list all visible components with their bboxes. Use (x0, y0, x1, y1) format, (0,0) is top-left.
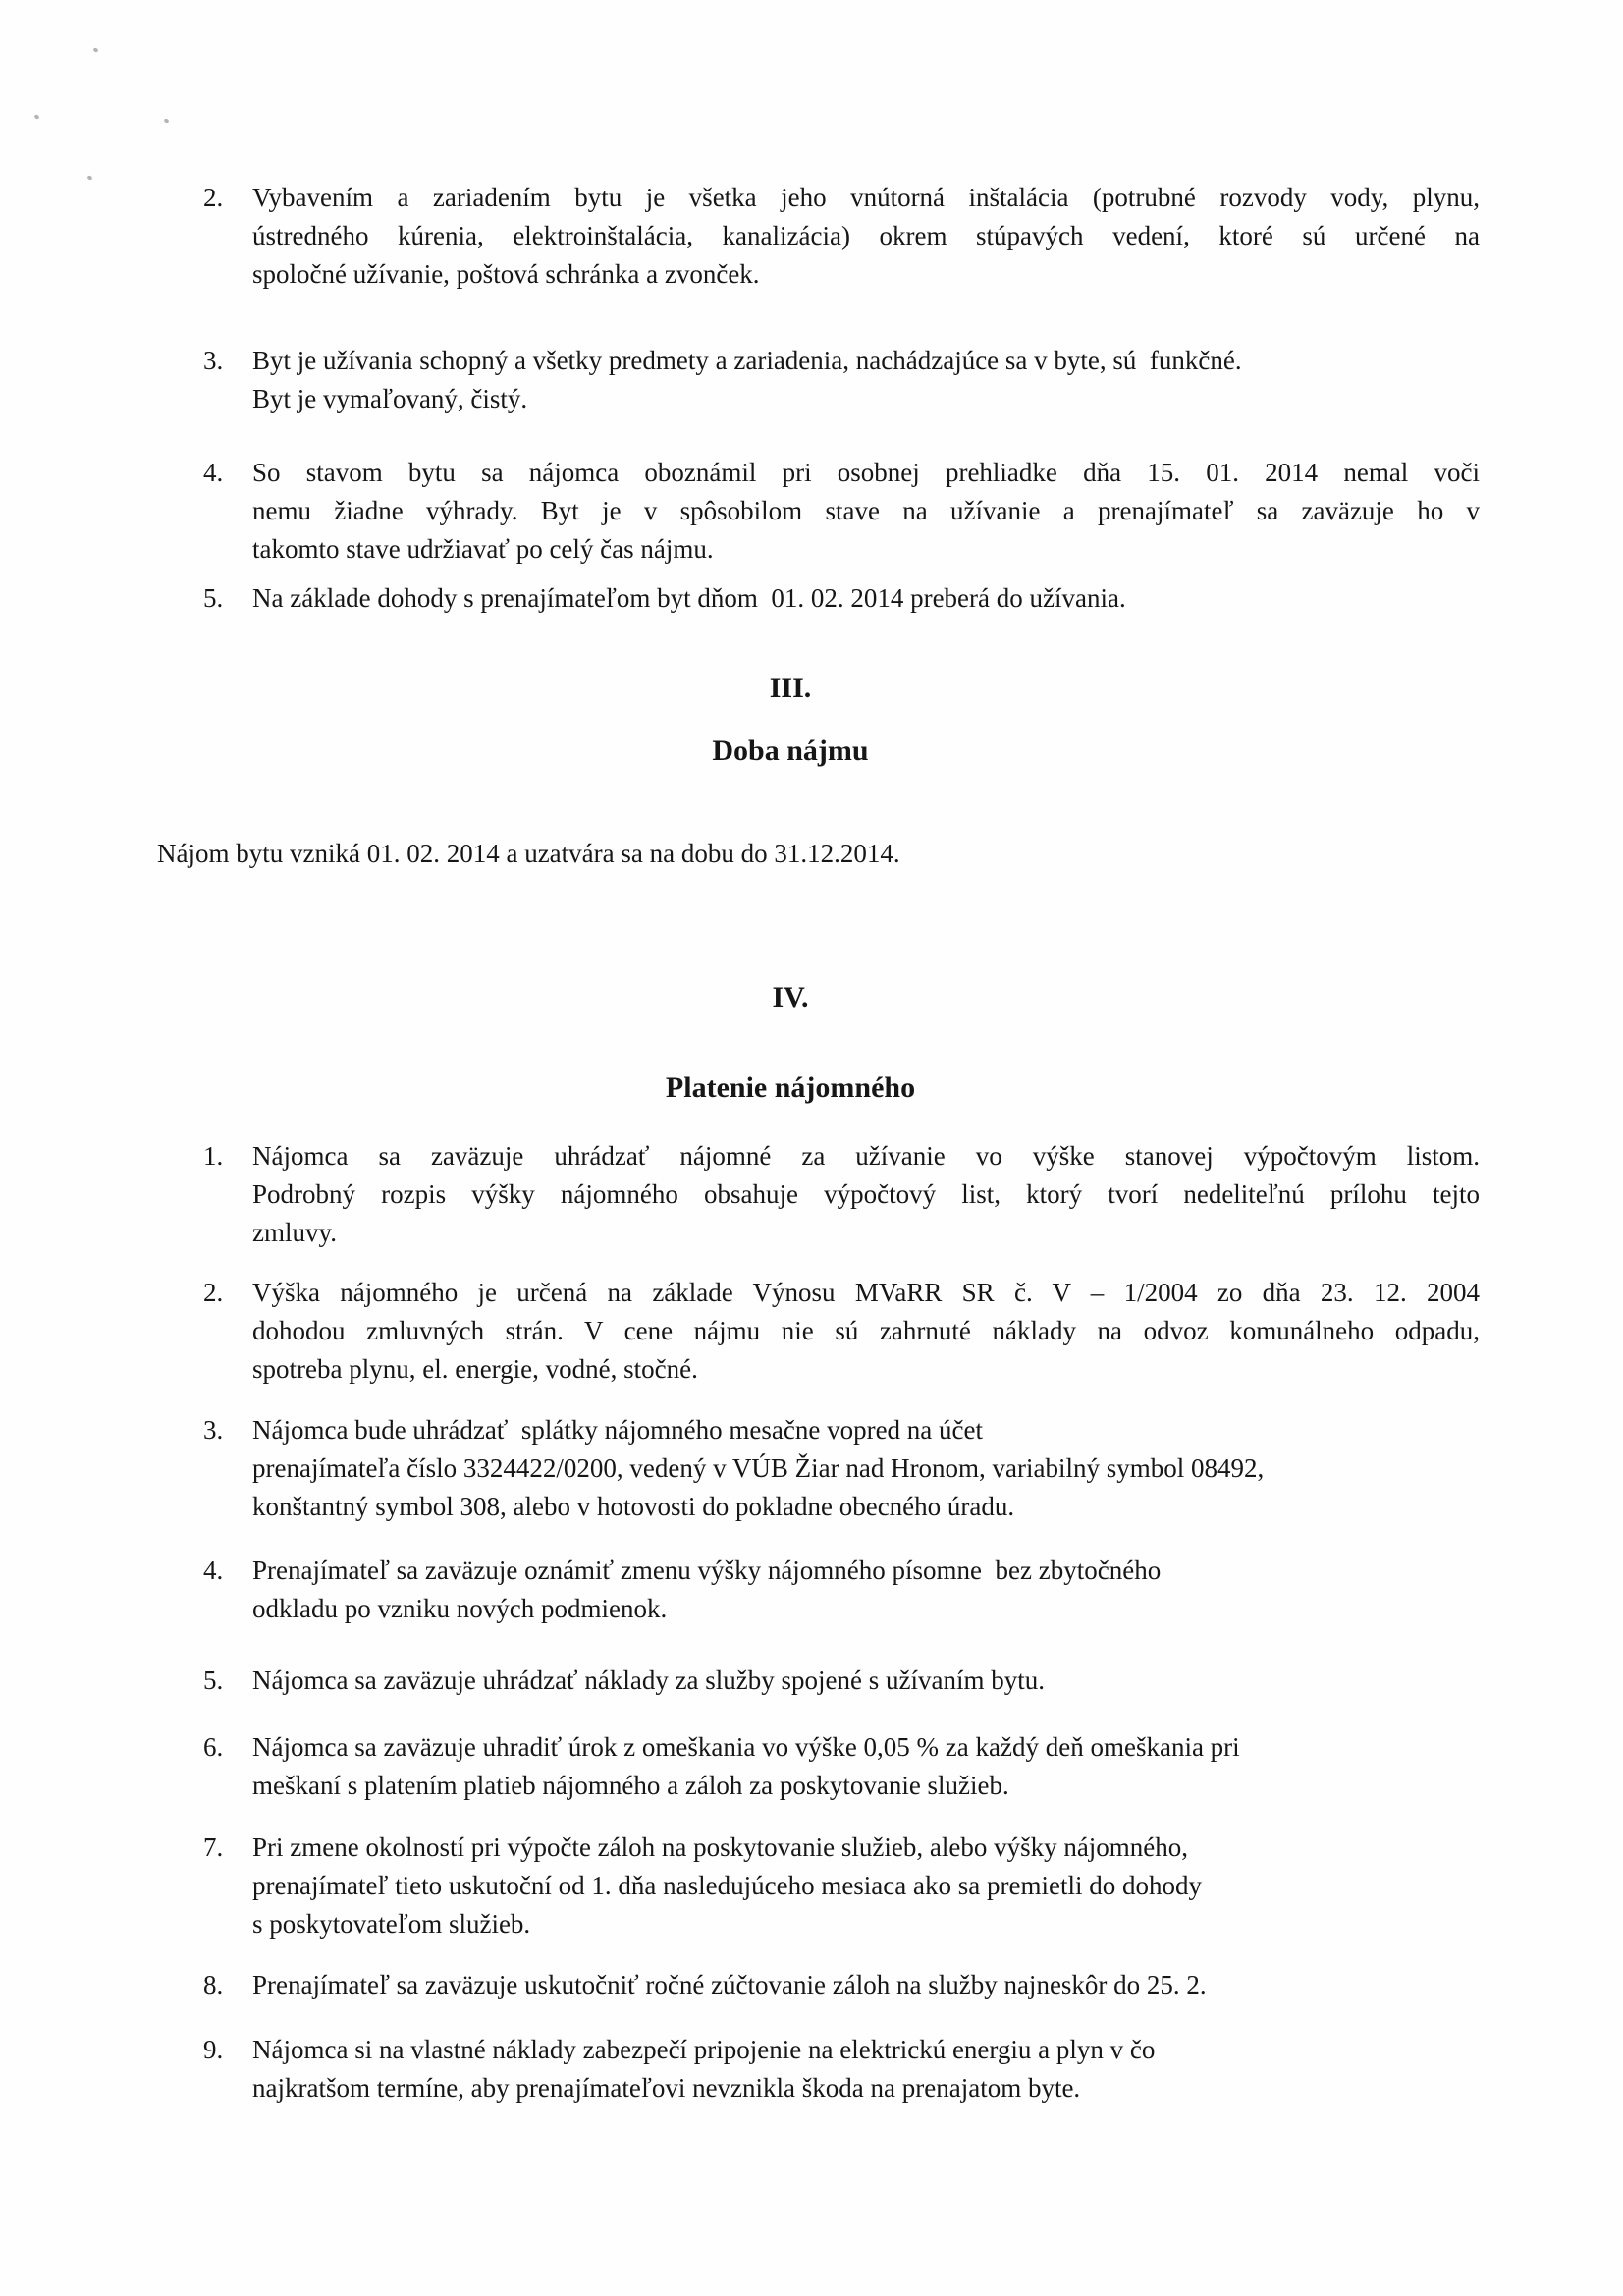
item-text: So stavom bytu sa nájomca oboznámil pri osobnej prehliadke dňa 15. 01. 2014 nemal voči nemu žiadne výhrady. Byt je v spôsobilom stave na užívanie a prenajímateľ sa zaväzuje ho v takomto stave udržiavať po celý čas nájmu. (252, 458, 1480, 564)
scan-speck (86, 175, 92, 181)
list-item-iv-9 (203, 2031, 1488, 2107)
item-number: 1. (203, 1141, 224, 1171)
item-text: Výška nájomného je určená na základe Výnosu MVaRR SR č. V – 1/2004 zo dňa 23. 12. 2004 dohodou zmluvných strán. V cene nájmu nie sú zahrnuté náklady na odvoz komunálneho odpadu, spotreba plynu, el. energie, vodné, stočné. (252, 1278, 1480, 1384)
list-item-ii-5 (203, 579, 1488, 618)
item-text: Nájomca sa zaväzuje uhradiť úrok z omeškania vo výške 0,05 % za každý deň omeškania pri meškaní s platením platieb nájomného a záloh za poskytovanie služieb. (252, 1732, 1240, 1800)
list-item-iv-7 (203, 1829, 1488, 1943)
item-text: Nájomca sa zaväzuje uhrádzať náklady za služby spojené s užívaním bytu. (252, 1666, 1045, 1695)
list-item-iv-8 (203, 1966, 1488, 2004)
item-number: 8. (203, 1970, 224, 1999)
list-item-iv-4 (203, 1552, 1488, 1628)
section-iii-body: Nájom bytu vzniká 01. 02. 2014 a uzatvára sa na dobu do 31.12.2014. (157, 839, 900, 868)
item-number: 7. (203, 1832, 224, 1862)
scan-speck (92, 47, 98, 53)
list-item-ii-2 (203, 179, 1488, 294)
item-text: Nájomca si na vlastné náklady zabezpečí pripojenie na elektrickú energiu a plyn v čo najkratšom termíne, aby prenajímateľovi nevznikla škoda na prenajatom byte. (252, 2035, 1156, 2103)
list-item-iv-5 (203, 1662, 1488, 1700)
item-text: Nájomca sa zaväzuje uhrádzať nájomné za užívanie vo výške stanovej výpočtovým listom. Podrobný rozpis výšky nájomného obsahuje výpočtový list, ktorý tvorí nedeliteľnú prílohu tejto zmluvy. (252, 1141, 1480, 1247)
item-text: Vybavením a zariadením bytu je všetka jeho vnútorná inštalácia (potrubné rozvody vody, plynu, ústredného kúrenia, elektroinštalácia, kanalizácia) okrem stúpavých vedení, ktoré sú určené na spoločné užívanie, poštová schránka a zvonček. (252, 183, 1480, 289)
section-iii-title: Doba nájmu (712, 735, 869, 767)
item-number: 4. (203, 1556, 224, 1585)
item-number: 2. (203, 1278, 224, 1307)
item-number: 9. (203, 2035, 224, 2064)
item-number: 5. (203, 1666, 224, 1695)
item-number: 3. (203, 1415, 224, 1445)
section-iii-number: III. (769, 672, 812, 704)
item-text: Pri zmene okolností pri výpočte záloh na poskytovanie služieb, alebo výšky nájomného, prenajímateľ tieto uskutoční od 1. dňa nasledujúceho mesiaca ako sa premietli do dohody s poskytovateľom služieb. (252, 1832, 1202, 1939)
list-item-iv-6 (203, 1728, 1488, 1805)
item-number: 3. (203, 346, 224, 375)
item-number: 6. (203, 1732, 224, 1762)
scan-speck (163, 118, 169, 124)
section-iv-title: Platenie nájomného (665, 1071, 916, 1104)
scan-speck (33, 114, 39, 120)
item-text: Prenajímateľ sa zaväzuje oznámiť zmenu výšky nájomného písomne bez zbytočného odkladu po vzniku nových podmienok. (252, 1556, 1162, 1623)
item-text: Nájomca bude uhrádzať splátky nájomného mesačne vopred na účet prenajímateľa číslo 3324422/0200, vedený v VÚB Žiar nad Hronom, variabilný symbol 08492, konštantný symbol 308, alebo v hotovosti do pokladne obecného úradu. (252, 1415, 1265, 1521)
item-number: 4. (203, 458, 224, 487)
item-text: Prenajímateľ sa zaväzuje uskutočniť ročné zúčtovanie záloh na služby najneskôr do 25. 2. (252, 1970, 1207, 1999)
list-item-iv-3 (203, 1411, 1488, 1526)
item-text: Byt je užívania schopný a všetky predmety a zariadenia, nachádzajúce sa v byte, sú funkčné. Byt je vymaľovaný, čistý. (252, 346, 1242, 413)
item-number: 5. (203, 583, 224, 613)
list-item-ii-3 (203, 342, 1488, 418)
list-item-iv-1 (203, 1137, 1488, 1252)
list-item-ii-4 (203, 454, 1488, 569)
section-iv-number: IV. (772, 981, 809, 1013)
item-number: 2. (203, 183, 224, 212)
list-item-iv-2 (203, 1274, 1488, 1389)
item-text: Na základe dohody s prenajímateľom byt dňom 01. 02. 2014 preberá do užívania. (252, 583, 1126, 613)
